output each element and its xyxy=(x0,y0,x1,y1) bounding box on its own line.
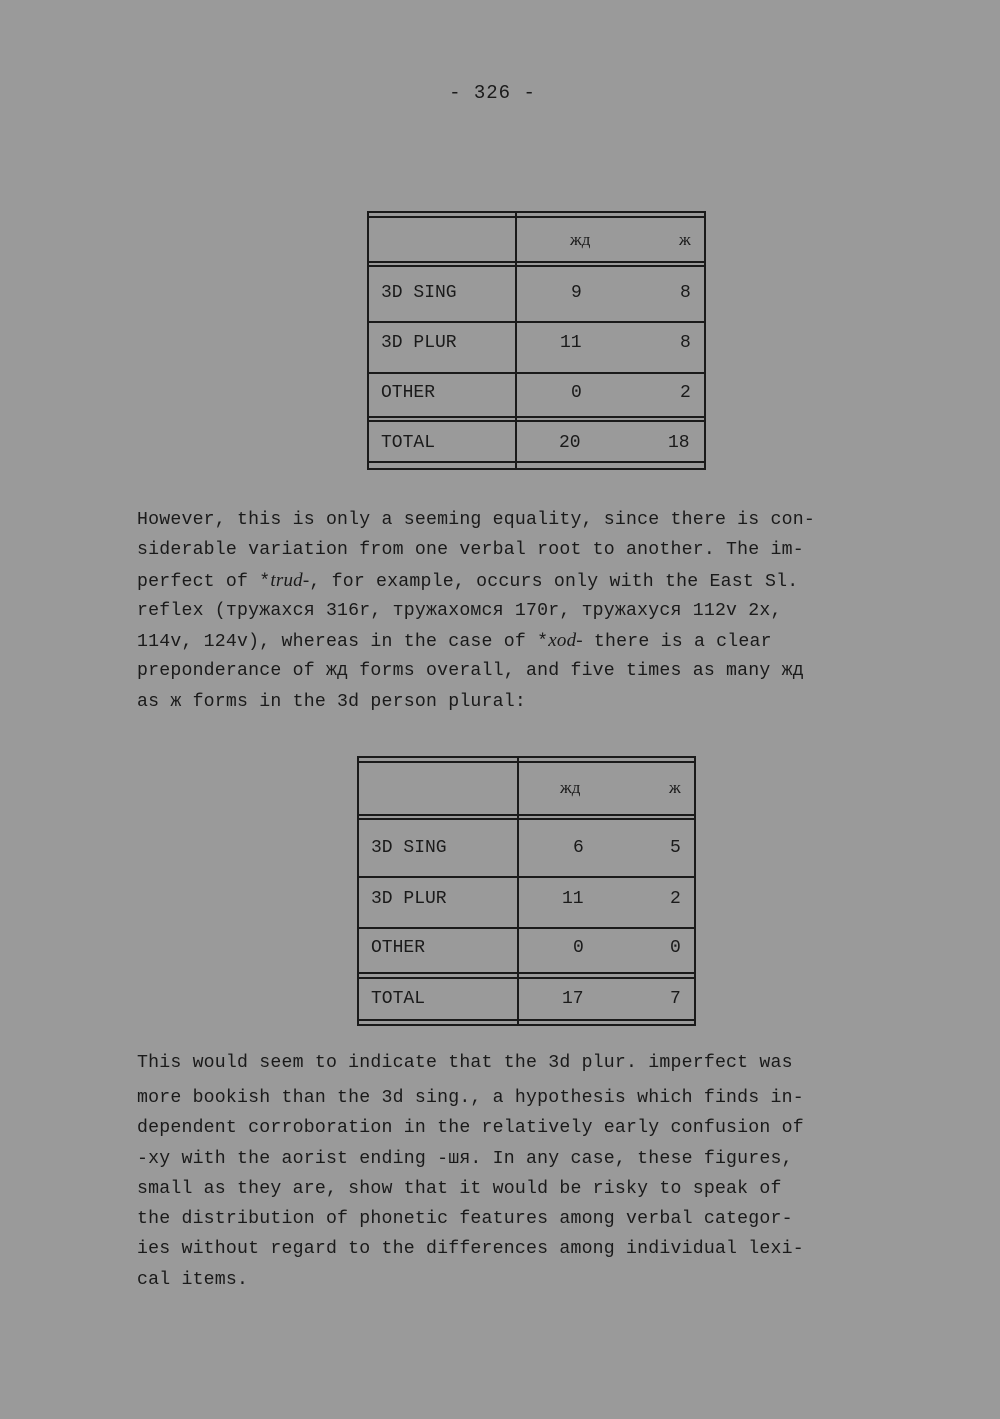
table-row-label: 3D SING xyxy=(371,838,447,858)
text-line: This would seem to indicate that the 3d plur. imperfect was xyxy=(137,1053,793,1073)
table-row-label: OTHER xyxy=(381,383,436,403)
paragraph-1 xyxy=(137,505,815,717)
table-row-label: TOTAL xyxy=(381,433,436,453)
text-line: -xy with the aorist ending -шя. In any case, these figures, xyxy=(137,1148,793,1169)
table-cell: 0 xyxy=(573,938,584,958)
table-row-label: 3D PLUR xyxy=(371,889,447,909)
table-2-header-zh: ж xyxy=(669,778,681,797)
table-cell: 18 xyxy=(668,433,690,453)
paragraph-2 xyxy=(137,1048,804,1295)
table-row-label: OTHER xyxy=(371,938,426,958)
text-line: 114v, 124v), whereas in the case of *xod- there is a clear xyxy=(137,630,772,653)
page-number: - 326 - xyxy=(449,82,536,104)
table-cell: 2 xyxy=(680,383,691,403)
table-cell: 17 xyxy=(562,989,584,1009)
italic-root: trud- xyxy=(270,569,310,591)
table-cell: 8 xyxy=(680,333,691,353)
table-cell: 2 xyxy=(670,889,681,909)
text-line: as ж forms in the 3d person plural: xyxy=(137,691,526,712)
table-cell: 0 xyxy=(571,383,582,403)
text-line: cal items. xyxy=(137,1269,249,1290)
table-cell: 0 xyxy=(670,938,681,958)
table-cell: 7 xyxy=(670,989,681,1009)
text-line: preponderance of жд forms overall, and five times as many жд xyxy=(137,661,804,682)
table-1-header-zh: ж xyxy=(679,230,691,249)
text-line: the distribution of phonetic features among verbal categor- xyxy=(137,1209,793,1230)
table-cell: 6 xyxy=(573,838,584,858)
table-cell: 8 xyxy=(680,283,691,303)
text-line: ies without regard to the differences among individual lexi- xyxy=(137,1239,804,1260)
text-line: perfect of *trud-, for example, occurs only with the East Sl. xyxy=(137,569,799,592)
table-2 xyxy=(357,756,696,1026)
table-row-label: TOTAL xyxy=(371,989,426,1009)
text-line: small as they are, show that it would be risky to speak of xyxy=(137,1178,782,1199)
table-2-header-zhd: жд xyxy=(560,778,581,797)
table-cell: 9 xyxy=(571,283,582,303)
table-cell: 11 xyxy=(560,333,582,353)
table-cell: 5 xyxy=(670,838,681,858)
table-1-header-zhd: жд xyxy=(570,230,591,249)
table-1 xyxy=(367,211,706,470)
table-cell: 11 xyxy=(562,889,584,909)
text-line: more bookish than the 3d sing., a hypothesis which finds in- xyxy=(137,1088,804,1108)
italic-root: xod- xyxy=(548,630,583,652)
text-line: However, this is only a seeming equality, since there is con- xyxy=(137,510,815,530)
text-line: reflex (тружахся 316r, тружахомся 170r, тружахуся 112v 2x, xyxy=(137,600,782,621)
text-line: dependent corroboration in the relatively early confusion of xyxy=(137,1118,804,1139)
table-cell: 20 xyxy=(559,433,581,453)
text-line: siderable variation from one verbal root to another. The im- xyxy=(137,540,804,561)
table-row-label: 3D PLUR xyxy=(381,333,457,353)
table-row-label: 3D SING xyxy=(381,283,457,303)
